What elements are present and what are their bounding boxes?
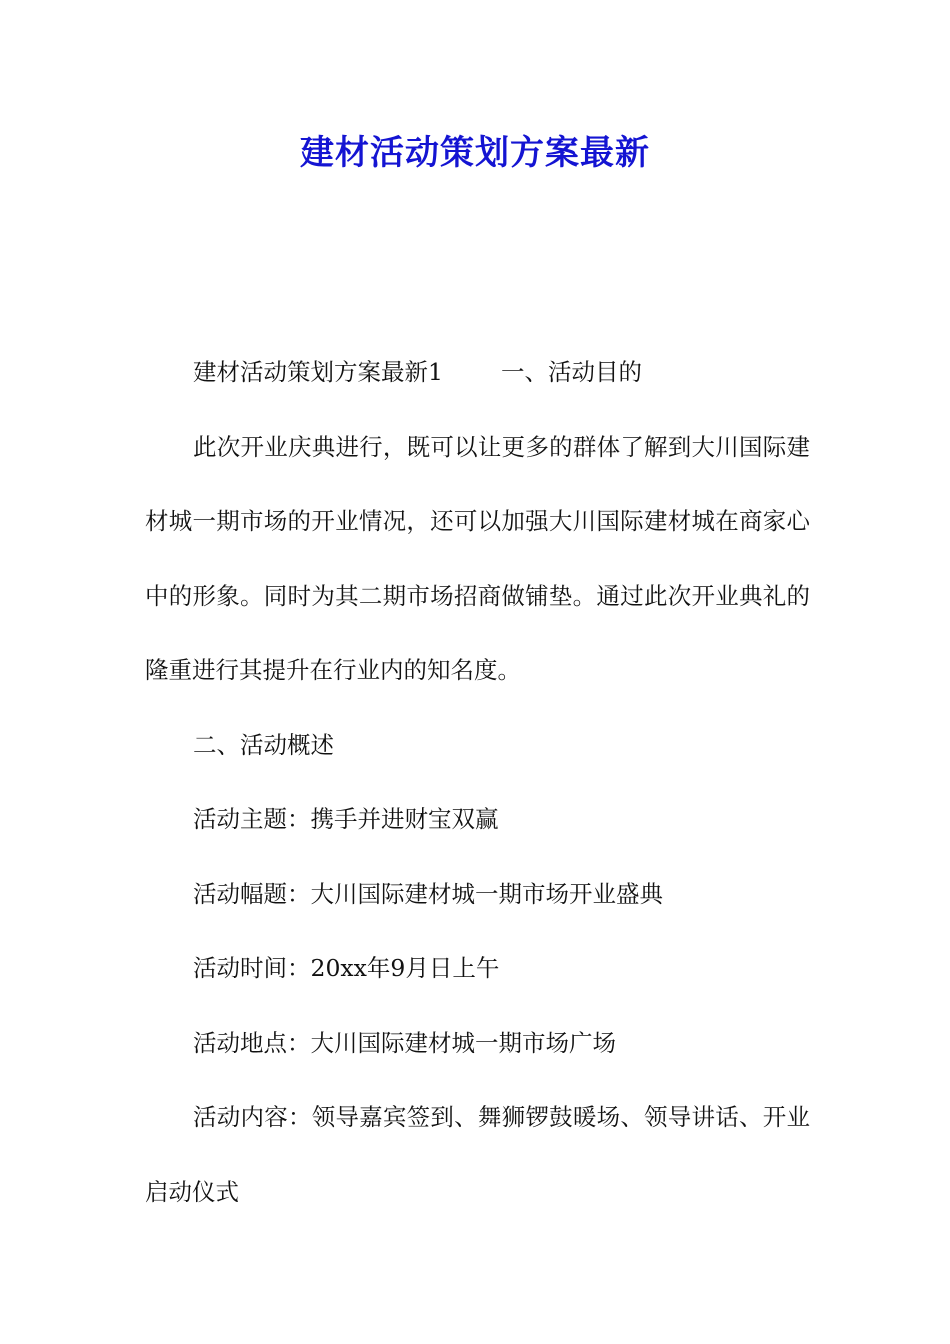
section-heading-purpose: 一、活动目的 — [500, 358, 642, 386]
section-heading-overview: 二、活动概述 — [193, 730, 334, 759]
paragraph-content: 活动内容：领导嘉宾签到、舞狮锣鼓暖场、领导讲话、开业启动仪式 — [145, 1103, 810, 1206]
paragraph-time: 活动时间：20xx年9月日上午 — [193, 954, 500, 982]
paragraph-heading-1 — [145, 335, 810, 410]
document-body — [145, 335, 810, 1229]
document-title: 建材活动策划方案最新 — [300, 133, 650, 173]
paragraph-banner: 活动幅题：大川国际建材城一期市场开业盛典 — [193, 879, 663, 908]
paragraph-location: 活动地点：大川国际建材城一期市场广场 — [193, 1028, 616, 1057]
section-label: 建材活动策划方案最新1 — [193, 358, 443, 386]
paragraph-purpose: 此次开业庆典进行，既可以让更多的群体了解到大川国际建材城一期市场的开业情况，还可以加强大川国际建材城在商家心中的形象。同时为其二期市场招商做铺垫。通过此次开业典礼的隆重进行其提升在行业内的知名度。 — [145, 432, 810, 684]
paragraph-theme: 活动主题：携手并进财宝双赢 — [193, 805, 499, 833]
